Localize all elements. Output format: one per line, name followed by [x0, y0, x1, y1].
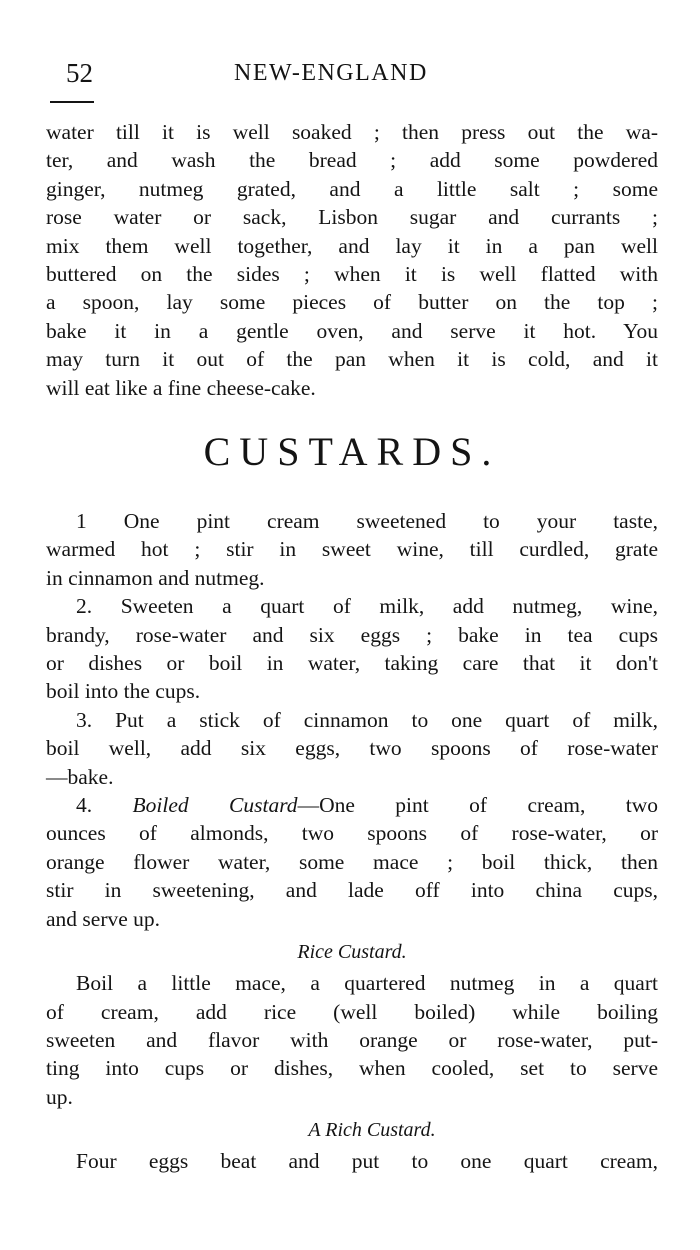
text-line: ting into cups or dishes, when cooled, set to serve: [46, 1056, 658, 1081]
recipe-1: [46, 507, 658, 592]
page-header: [46, 58, 658, 98]
text-line: Boil a little mace, a quartered nutmeg in a quart: [76, 971, 658, 996]
recipe-title: Boiled Custard: [132, 793, 298, 818]
text-line: and serve up.: [46, 906, 161, 931]
text-line: orange flower water, some mace ; boil thick, then: [46, 849, 658, 874]
continued-recipe-text: [46, 118, 658, 402]
text-line: warmed hot ; stir in sweet wine, till curdled, grate: [46, 537, 658, 562]
text-line: 2. Sweeten a quart of milk, add nutmeg, wine,: [76, 594, 658, 619]
text-line: boil into the cups.: [46, 679, 201, 704]
text-line: Four eggs beat and put to one quart cream,: [76, 1149, 658, 1174]
text-line: may turn it out of the pan when it is cold, and it: [46, 347, 658, 372]
text-line: up.: [46, 1084, 73, 1109]
text-line: —bake.: [46, 764, 114, 789]
text-line: will eat like a fine cheese-cake.: [46, 375, 316, 400]
text-line: [46, 791, 658, 819]
text-line: water till it is well soaked ; then press out the wa-: [46, 120, 658, 144]
recipe-rice-custard: [46, 969, 658, 1111]
text-line: rose water or sack, Lisbon sugar and currants ;: [46, 205, 658, 230]
subheading-rice-custard: Rice Custard.: [297, 941, 407, 964]
text-line: brandy, rose-water and six eggs ; bake in tea cups: [46, 622, 658, 647]
text-line: 1 One pint cream sweetened to your taste,: [76, 509, 658, 533]
page-number: 52: [66, 58, 93, 88]
section-title: CUSTARDS.: [203, 429, 501, 474]
recipe-3: [46, 706, 658, 791]
text-line: stir in sweetening, and lade off into china cups,: [46, 878, 658, 903]
text-line: sweeten and flavor with orange or rose-water, put-: [46, 1027, 658, 1052]
text-line: ounces of almonds, two spoons of rose-water, or: [46, 821, 658, 846]
text-line: boil well, add six eggs, two spoons of rose-water: [46, 736, 658, 761]
text-line: ginger, nutmeg grated, and a little salt ; some: [46, 176, 658, 201]
text-line: in cinnamon and nutmeg.: [46, 565, 265, 590]
text-line: buttered on the sides ; when it is well flatted with: [46, 262, 658, 287]
text-line: bake it in a gentle oven, and serve it hot. You: [46, 318, 658, 343]
subheading-rich-custard: A Rich Custard.: [308, 1119, 436, 1142]
text-line: ter, and wash the bread ; add some powdered: [46, 148, 658, 173]
text-line: a spoon, lay some pieces of butter on the top ;: [46, 290, 658, 315]
recipe-text: —One pint of cream, two: [297, 793, 658, 818]
recipe-2: [46, 592, 658, 706]
custard-recipes: [46, 507, 658, 1176]
text-line: or dishes or boil in water, taking care that it don't: [46, 651, 658, 676]
recipe-4: [46, 791, 658, 933]
text-line: mix them well together, and lay it in a pan well: [46, 233, 658, 258]
page-number-rule: [50, 101, 94, 103]
text-line: of cream, add rice (well boiled) while boiling: [46, 999, 658, 1024]
recipe-rich-custard: [46, 1147, 658, 1175]
recipe-number: 4.: [76, 793, 93, 818]
text-line: 3. Put a stick of cinnamon to one quart of milk,: [76, 707, 658, 732]
running-title: NEW-ENGLAND: [234, 60, 428, 86]
